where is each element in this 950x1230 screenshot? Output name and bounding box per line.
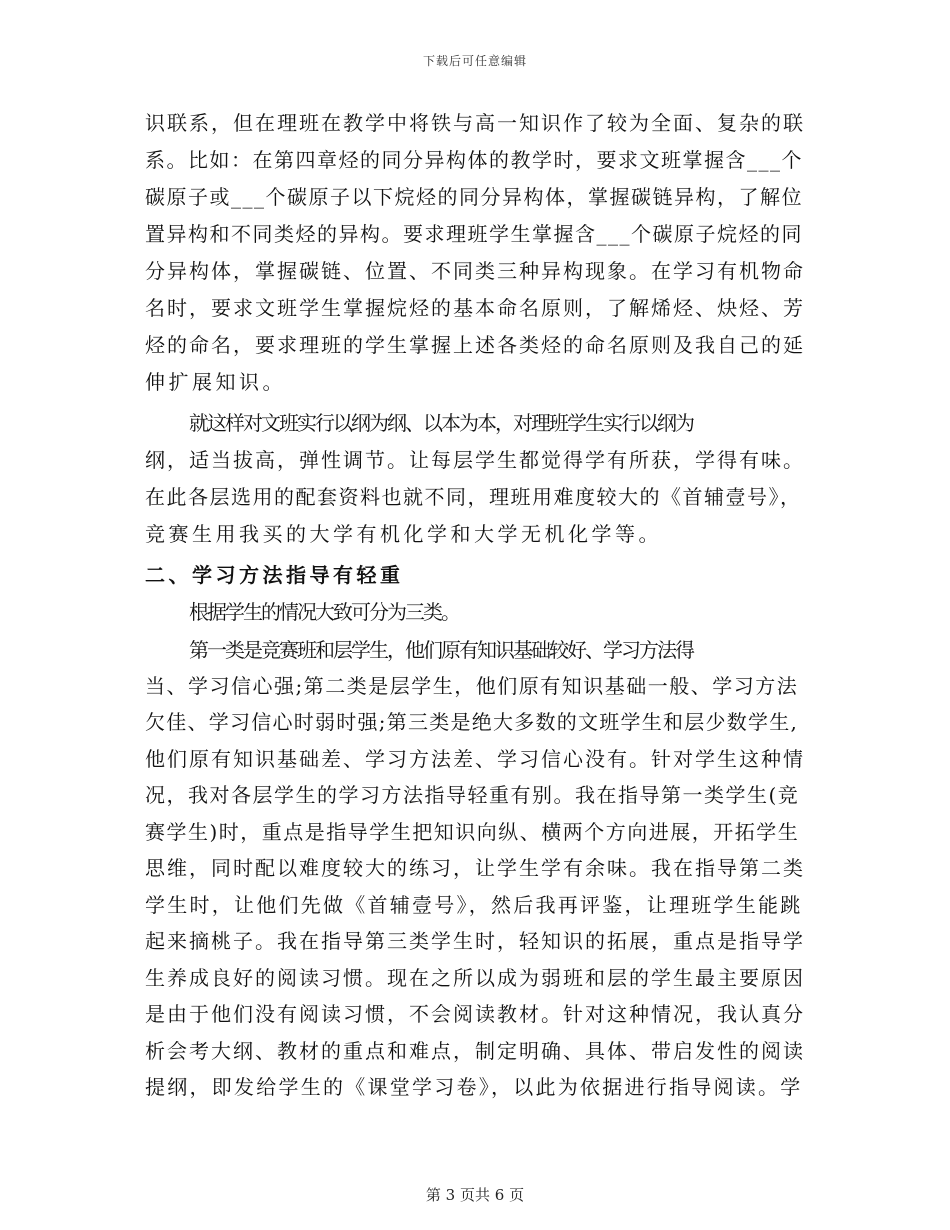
text-line: 系。比如：在第四章烃的同分异构体的教学时，要求文班掌握含___个	[145, 148, 803, 172]
text-line: 碳原子或___个碳原子以下烷烃的同分异构体，掌握碳链异构，了解位	[145, 185, 803, 209]
text-line: 析会考大纲、教材的重点和难点，制定明确、具体、带启发性的阅读	[145, 1039, 805, 1063]
text-line: 竞赛生用我买的大学有机化学和大学无机化学等。	[145, 522, 662, 546]
page-header: 下载后可任意编辑	[422, 54, 527, 68]
text-line: 思维，同时配以难度较大的练习，让学生学有余味。我在指导第二类	[145, 856, 805, 880]
paragraph-start-line: 第一类是竞赛班和层学生，他们原有知识基础较好、学习方法得	[189, 638, 693, 662]
text-line: 生养成良好的阅读习惯。现在之所以成为弱班和层的学生最主要原因	[145, 966, 805, 990]
page-footer: 第 3 页共 6 页	[425, 1186, 525, 1204]
text-line: 是由于他们没有阅读习惯，不会阅读教材。针对这种情况，我认真分	[145, 1002, 805, 1026]
text-line: 况，我对各层学生的学习方法指导轻重有别。我在指导第一类学生(竞	[145, 783, 800, 807]
text-line: 欠佳、学习信心时弱时强;第三类是绝大多数的文班学生和层少数学生,	[145, 710, 799, 734]
text-line: 当、学习信心强;第二类是层学生，他们原有知识基础一般、学习方法	[145, 674, 799, 698]
text-line: 烃的命名，要求理班的学生掌握上述各类烃的命名原则及我自己的延	[145, 333, 805, 357]
text-line: 提纲，即发给学生的《课堂学习卷》，以此为依据进行指导阅读。学	[145, 1075, 803, 1099]
paragraph-start-line: 根据学生的情况大致可分为三类。	[189, 600, 459, 624]
text-line: 学生时，让他们先做《首辅壹号》，然后我再评鉴，让理班学生能跳	[145, 893, 803, 917]
text-line: 起来摘桃子。我在指导第三类学生时，轻知识的拓展，重点是指导学	[145, 929, 805, 953]
text-line: 赛学生)时，重点是指导学生把知识向纵、横两个方向进展，开拓学生	[145, 820, 800, 844]
paragraph-start-line: 就这样对文班实行以纲为纲、以本为本，对理班学生实行以纲为	[189, 411, 693, 435]
text-line: 名时，要求文班学生掌握烷烃的基本命名原则，了解烯烃、炔烃、芳	[145, 296, 805, 320]
text-line: 分异构体，掌握碳链、位置、不同类三种异构现象。在学习有机物命	[145, 259, 805, 283]
text-line: 识联系，但在理班在教学中将铁与高一知识作了较为全面、复杂的联	[145, 111, 805, 135]
text-line: 他们原有知识基础差、学习方法差、学习信心没有。针对学生这种情	[145, 747, 805, 771]
text-line: 置异构和不同类烃的异构。要求理班学生掌握含___个碳原子烷烃的同	[145, 222, 803, 246]
text-line: 在此各层选用的配套资料也就不同，理班用难度较大的《首辅壹号》，	[145, 485, 802, 509]
section-heading: 二、学习方法指导有轻重	[145, 563, 404, 587]
text-line: 伸扩展知识。	[145, 370, 286, 394]
text-line: 纲，适当拔高，弹性调节。让每层学生都觉得学有所获，学得有味。	[145, 448, 805, 472]
